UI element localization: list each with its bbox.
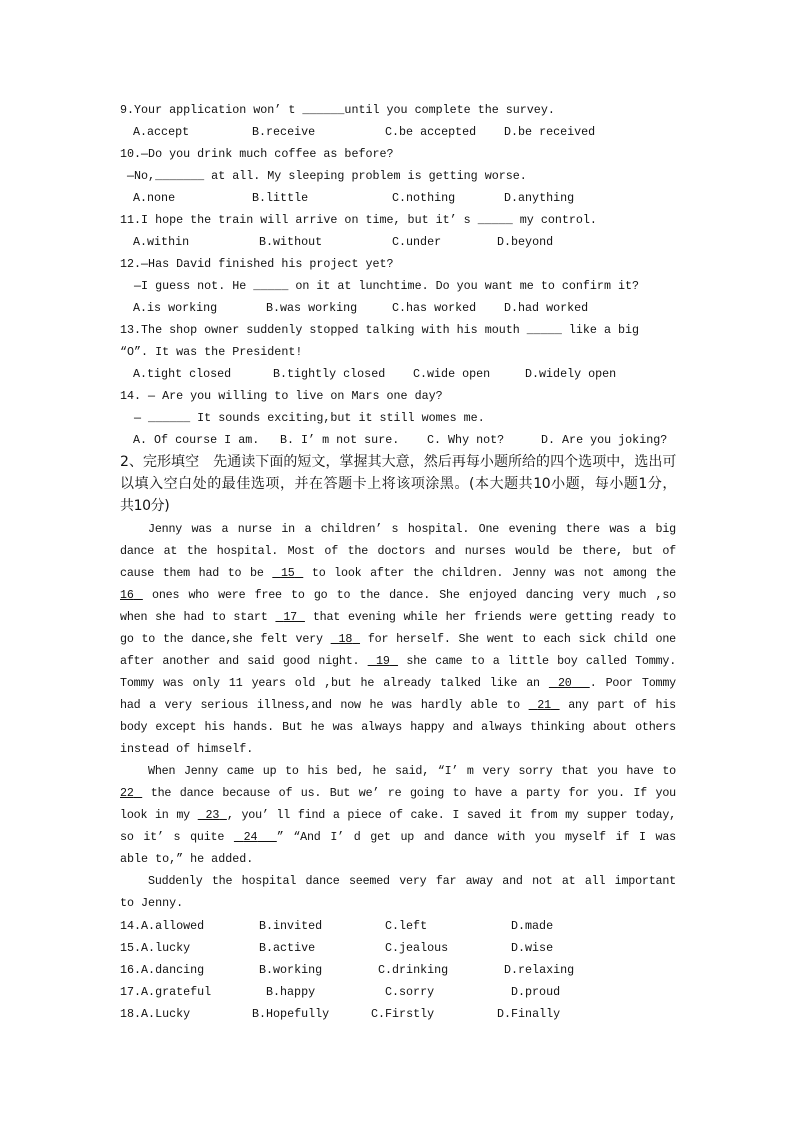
option-a: A.within [133,235,190,249]
passage-line [120,606,676,628]
passage-text: to look after the children. Jenny was not among the [303,566,676,580]
option-c: C.be accepted [385,125,477,139]
blank-18: 18 [338,632,353,646]
option-d: D.anything [504,191,575,205]
question-10-options [120,187,575,209]
answer-row-14 [120,915,554,937]
question-14-stem: 14. — Are you willing to live on Mars one day? [120,389,443,403]
passage-line [120,826,676,848]
answer-row-16 [120,959,575,981]
passage-text: When Jenny came up to his bed, he said, “I’ m very sorry that you have to [148,764,676,778]
question-13-stem-cont: “O”. It was the President! [120,345,303,359]
question-10-stem: 10.—Do you drink much coffee as before? [120,147,394,161]
passage-line [120,628,676,650]
option-d: D.wise [511,941,554,955]
option-c: C.has worked [392,301,477,315]
passage-line [120,584,676,606]
option-c: C.drinking [378,963,449,977]
section-2-instructions-line2: 以填入空白处的最佳选项，并在答题卡上将该项涂黑。(本大题共10小题，每小题1分， [120,476,676,492]
passage-text: ones who were free to go to the dance. She enjoyed dancing very much ,so [152,588,676,602]
passage-line [120,782,676,804]
passage-line [120,804,676,826]
passage-text: ” “And I’ d get up and dance with you myself if I was [276,830,676,844]
option-a: 15.A.lucky [120,941,191,955]
blank-24: 24 [243,830,258,844]
question-9-options [120,121,596,143]
option-a: A.accept [133,125,190,139]
passage-text: had a very serious illness,and now he was hardly able to [120,698,529,712]
passage-text: body except his hands. But he was always happy and always thinking about others [120,720,676,734]
passage-text: able to,” he added. [120,852,254,866]
question-11-options [120,231,554,253]
passage-text: when she had to start [120,610,276,624]
passage-line [120,738,253,760]
option-a: A.none [133,191,176,205]
option-a: 18.A.Lucky [120,1007,191,1021]
passage-text: to Jenny. [120,896,184,910]
passage-text: dance at the hospital. Most of the doctors and nurses would be there, but of [120,544,676,558]
option-d: D.widely open [525,367,617,381]
passage-line [120,694,676,716]
option-b: B.happy [266,985,316,999]
passage-text: that evening while her friends were getting ready to [304,610,676,624]
blank-21: 21 [537,698,551,712]
passage-text: for herself. She went to each sick child one [360,632,676,646]
option-d: D.beyond [497,235,554,249]
question-12-reply: —I guess not. He _____ on it at lunchtime. Do you want me to confirm it? [120,279,640,293]
passage-line [148,760,676,782]
blank-17: 17 [283,610,297,624]
passage-line [120,650,676,672]
option-c: C. Why not? [427,433,505,447]
passage-text: so it’ s quite [120,830,234,844]
option-b: B.little [252,191,309,205]
question-12-stem: 12.—Has David finished his project yet? [120,257,394,271]
answer-row-15 [120,937,554,959]
passage-line [120,848,253,870]
option-c: C.sorry [385,985,435,999]
passage-line [120,716,676,738]
option-c: C.Firstly [371,1007,435,1021]
blank-20: 20 [557,676,572,690]
answer-row-17 [120,981,561,1003]
option-b: B.was working [266,301,358,315]
option-b: B.working [259,963,323,977]
option-d: D. Are you joking? [541,433,668,447]
passage-text: instead of himself. [120,742,254,756]
option-d: D.proud [511,985,561,999]
blank-22: 22 [120,786,134,800]
question-10-reply: —No,_______ at all. My sleeping problem is getting worse. [120,169,527,183]
passage-line [120,540,676,562]
passage-text: , you’ ll find a piece of cake. I saved it from my supper today, [226,808,676,822]
passage-text: after another and said good night. [120,654,368,668]
passage-text: any part of his [559,698,676,712]
passage-text: Tommy was only 11 years old ,but he already talked like an [120,676,549,690]
passage-line [120,672,676,694]
option-c: C.wide open [413,367,491,381]
passage-text: she came to a little boy called Tommy. [398,654,677,668]
passage-line [148,518,676,540]
option-a: 17.A.grateful [120,985,212,999]
question-14-reply: — ______ It sounds exciting,but it still womes me. [120,411,485,425]
option-a: A. Of course I am. [133,433,260,447]
section-2-instructions-line1: 2、完形填空 先通读下面的短文，掌握其大意，然后再每小题所给的四个选项中，选出可 [120,454,676,470]
option-b: B.active [259,941,316,955]
question-12-options [120,297,589,319]
passage-line [120,562,676,584]
blank-16: 16 [120,588,134,602]
option-b: B.invited [259,919,323,933]
passage-text: . Poor Tommy [589,676,676,690]
passage-line [148,870,676,892]
option-b: B.tightly closed [273,367,386,381]
question-13-stem: 13.The shop owner suddenly stopped talking with his mouth _____ like a big [120,323,640,337]
passage-text: Jenny was a nurse in a children’ s hospital. One evening there was a big [148,522,676,536]
option-c: C.jealous [385,941,449,955]
option-a: A.tight closed [133,367,232,381]
option-a: 14.A.allowed [120,919,205,933]
answer-row-18 [120,1003,561,1025]
blank-19: 19 [376,654,390,668]
section-2-instructions-line3: 共10分) [120,498,170,514]
option-c: C.under [392,235,442,249]
option-c: C.nothing [392,191,456,205]
question-11-stem: 11.I hope the train will arrive on time, but it’ s _____ my control. [120,213,597,227]
passage-text: Suddenly the hospital dance seemed very far away and not at all important [148,874,676,888]
option-c: C.left [385,919,428,933]
question-13-options [120,363,617,385]
option-b: B.Hopefully [252,1007,330,1021]
blank-23: 23 [205,808,220,822]
option-a: A.is working [133,301,218,315]
question-14-options [120,429,668,451]
passage-text: the dance because of us. But we’ re going to have a party for you. If you [150,786,676,800]
option-b: B. I’ m not sure. [280,433,400,447]
blank-15: 15 [280,566,295,580]
option-d: D.made [511,919,554,933]
option-d: D.Finally [497,1007,561,1021]
option-a: 16.A.dancing [120,963,205,977]
question-9-stem: 9.Your application won’ t ______until you complete the survey. [120,103,555,117]
option-d: D.be received [504,125,596,139]
option-b: B.without [259,235,323,249]
passage-line [120,892,183,914]
passage-text: look in my [120,808,198,822]
option-d: D.had worked [504,301,589,315]
option-d: D.relaxing [504,963,575,977]
passage-text: cause them had to be [120,566,273,580]
passage-text: go to the dance,she felt very [120,632,331,646]
option-b: B.receive [252,125,316,139]
